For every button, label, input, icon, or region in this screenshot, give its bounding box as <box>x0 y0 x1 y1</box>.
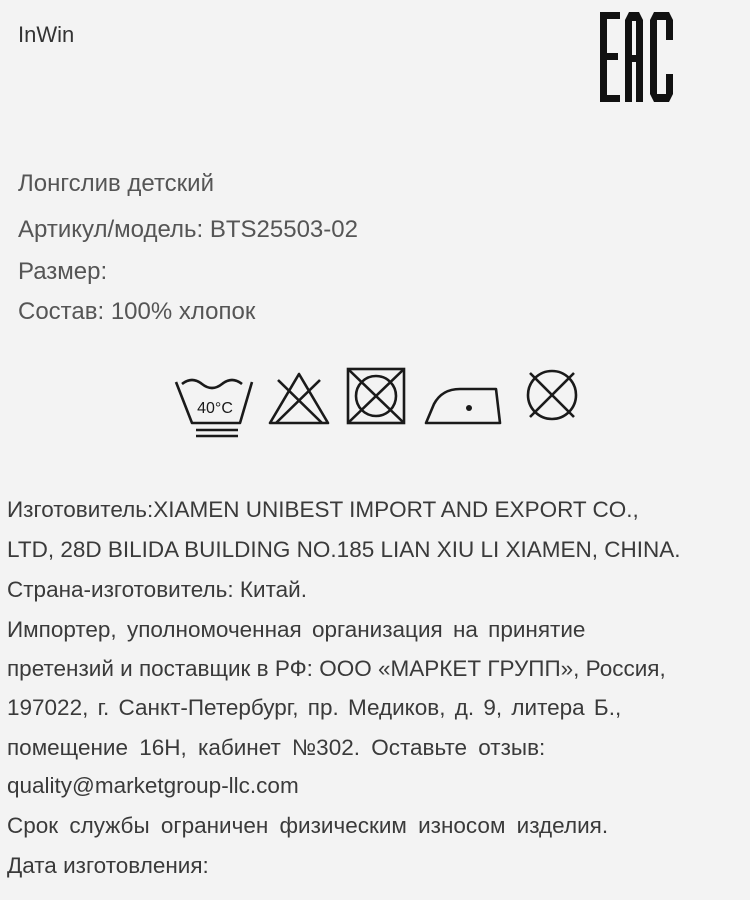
brand-name: InWin <box>18 22 75 47</box>
country-line: Страна-изготовитель: Китай. <box>7 577 307 602</box>
manufacturer-text-1: Изготовитель:XIAMEN UNIBEST IMPORT AND EXPORT CO., <box>7 497 639 522</box>
product-name: Лонгслив детский <box>18 170 214 197</box>
feedback-email: quality@marketgroup-llc.com <box>7 773 299 798</box>
importer-line-3: 197022, г. Санкт-Петербург, пр. Медиков, д. 9, литера Б., <box>7 695 622 720</box>
do-not-bleach-icon <box>270 374 328 423</box>
service-life-line: Срок службы ограничен физическим износом изделия. <box>7 813 609 838</box>
importer-line-4: помещение 16Н, кабинет №302. Оставьте отзыв: <box>7 735 546 760</box>
eac-certification-mark-icon <box>600 12 673 102</box>
manufacture-date-line: Дата изготовления: <box>7 853 209 878</box>
importer-line-2: претензий и поставщик в РФ: ООО «МАРКЕТ ГРУПП», Россия, <box>7 656 666 681</box>
composition-line: Состав: 100% хлопок <box>18 298 256 325</box>
do-not-tumble-dry-icon <box>348 369 404 423</box>
wash-40c-gentle-icon <box>176 380 252 436</box>
manufacturer-line-1 <box>7 497 747 523</box>
size-line: Размер: <box>18 258 108 285</box>
care-symbols <box>0 360 750 450</box>
wash-temperature: 40°C <box>197 400 233 417</box>
manufacturer-line-2: LTD, 28D BILIDA BUILDING NO.185 LIAN XIU LI XIAMEN, CHINA. <box>7 537 681 562</box>
do-not-dry-clean-icon <box>528 371 576 419</box>
importer-line-1: Импортер, уполномоченная организация на принятие <box>7 617 586 642</box>
iron-low-temperature-icon <box>426 389 500 423</box>
article-line: Артикул/модель: BTS25503-02 <box>18 216 358 243</box>
